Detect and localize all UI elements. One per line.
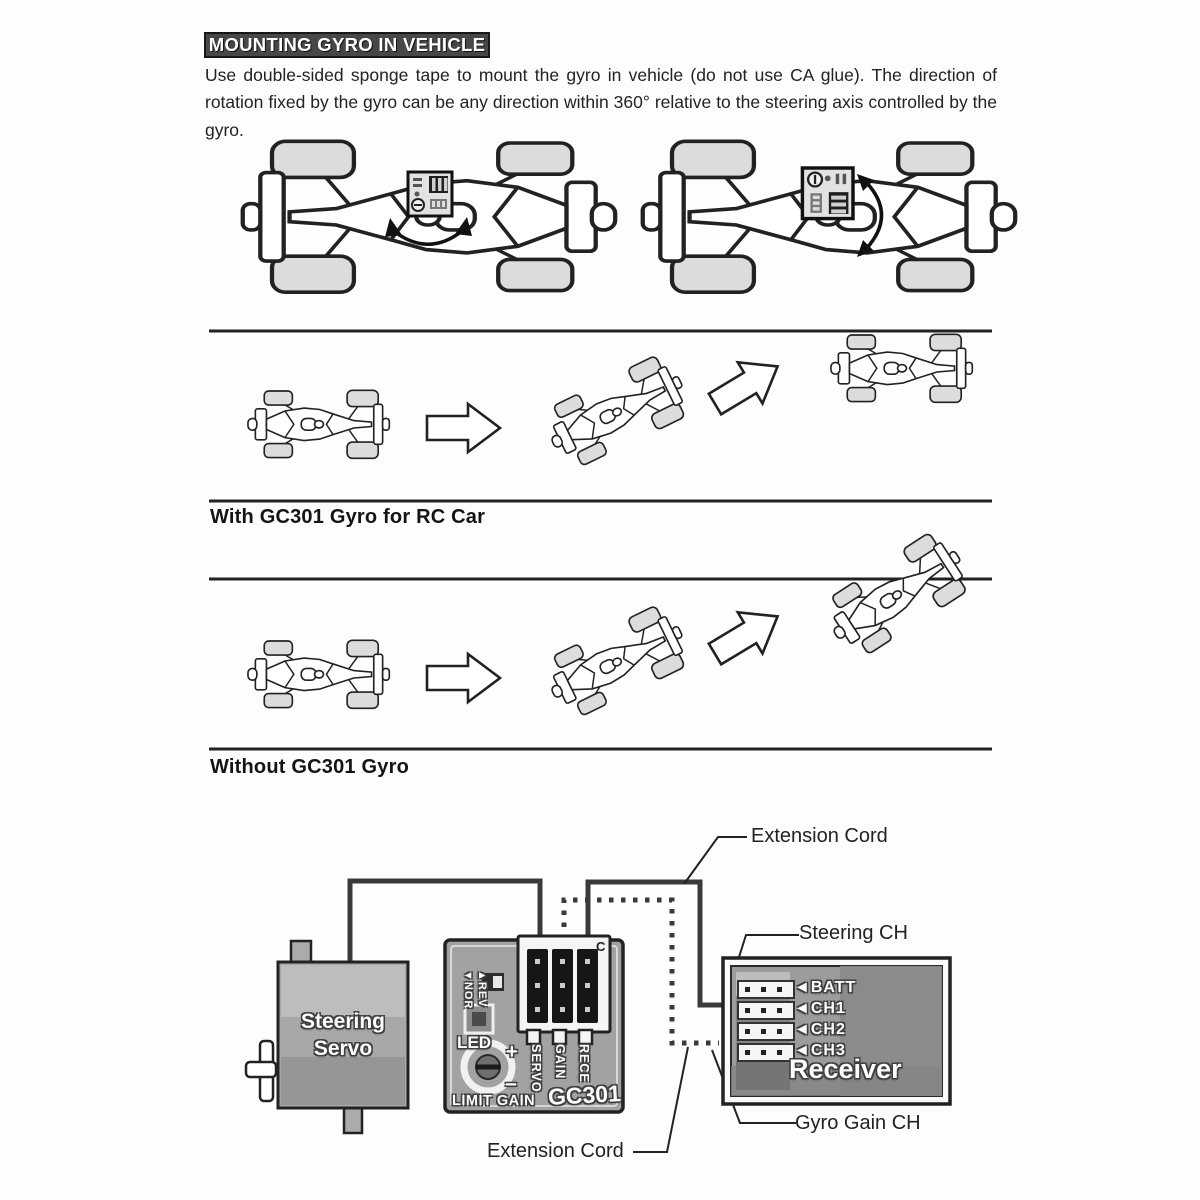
gain-port-connector xyxy=(552,949,573,1023)
gc301-model-label: GC301 xyxy=(547,1080,622,1110)
receiver-slot-ch1 xyxy=(738,1002,794,1019)
arrow-diagonal xyxy=(703,346,790,425)
sequence-with-gyro xyxy=(205,320,1005,515)
receiver-ch3-label: ◄CH3 xyxy=(794,1042,846,1059)
housing-corner-mark: C xyxy=(596,939,606,954)
caption-with-gyro: With GC301 Gyro for RC Car xyxy=(210,506,486,528)
rev-label: ▲REV xyxy=(476,970,488,1008)
dial-minus-mark: − xyxy=(505,1074,517,1096)
rece-port-connector xyxy=(577,949,598,1023)
label-steering-ch: Steering CH xyxy=(799,922,908,944)
receiver-batt-label: ◄BATT xyxy=(794,979,857,996)
rece-port-label: RECE xyxy=(577,1044,591,1083)
steering-servo-label: Steering Servo xyxy=(300,1010,386,1061)
car-start xyxy=(248,640,389,708)
car-deflected xyxy=(538,601,695,724)
servo-port-label: SERVO xyxy=(529,1044,543,1093)
receiver-ch1-label: ◄CH1 xyxy=(794,1000,846,1017)
servo-horn-arm xyxy=(246,1062,276,1077)
label-gyro-gain-ch: Gyro Gain CH xyxy=(795,1112,921,1134)
gain-port-label: GAIN xyxy=(553,1044,567,1080)
limit-gain-label: LIMIT GAIN xyxy=(452,1093,536,1109)
gyro-mounted-straight xyxy=(408,172,452,216)
gyro-mounted-rotated xyxy=(802,168,853,219)
gyro-orientation-diagram xyxy=(205,133,1025,308)
receiver-slot-ch3 xyxy=(738,1044,794,1061)
nor-label: ▼NOR xyxy=(462,970,474,1010)
car-deflected xyxy=(538,351,695,474)
receiver-label: Receiver xyxy=(789,1054,902,1084)
section-header-badge: MOUNTING GYRO IN VEHICLE xyxy=(204,32,490,58)
arrow-forward xyxy=(427,654,500,702)
receiver-slot-ch2 xyxy=(738,1023,794,1040)
sequence-without-gyro xyxy=(205,528,1005,763)
label-extension-cord-bottom: Extension Cord xyxy=(487,1140,624,1162)
car-recovered xyxy=(831,334,972,402)
receiver-ch2-label: ◄CH2 xyxy=(794,1021,846,1038)
arrow-diagonal xyxy=(703,596,790,675)
leader-extension-cord-bottom xyxy=(633,1047,688,1152)
car-spun-out xyxy=(817,526,977,664)
led-label: LED xyxy=(457,1033,491,1052)
servo-port-connector xyxy=(527,949,548,1023)
receiver-slot-batt xyxy=(738,981,794,998)
intro-paragraph: Use double-sided sponge tape to mount the gyro in vehicle (do not use CA glue). The direction of rotation fixed by the gyro can be any direction within 360° relative to the steering axis controlled by the gyro. xyxy=(205,65,997,140)
leader-extension-cord-top xyxy=(684,837,747,884)
arrow-forward xyxy=(427,404,500,452)
car-start xyxy=(248,390,389,458)
caption-without-gyro: Without GC301 Gyro xyxy=(210,756,409,778)
label-extension-cord-top: Extension Cord xyxy=(751,825,888,847)
dial-plus-mark: + xyxy=(506,1041,518,1063)
